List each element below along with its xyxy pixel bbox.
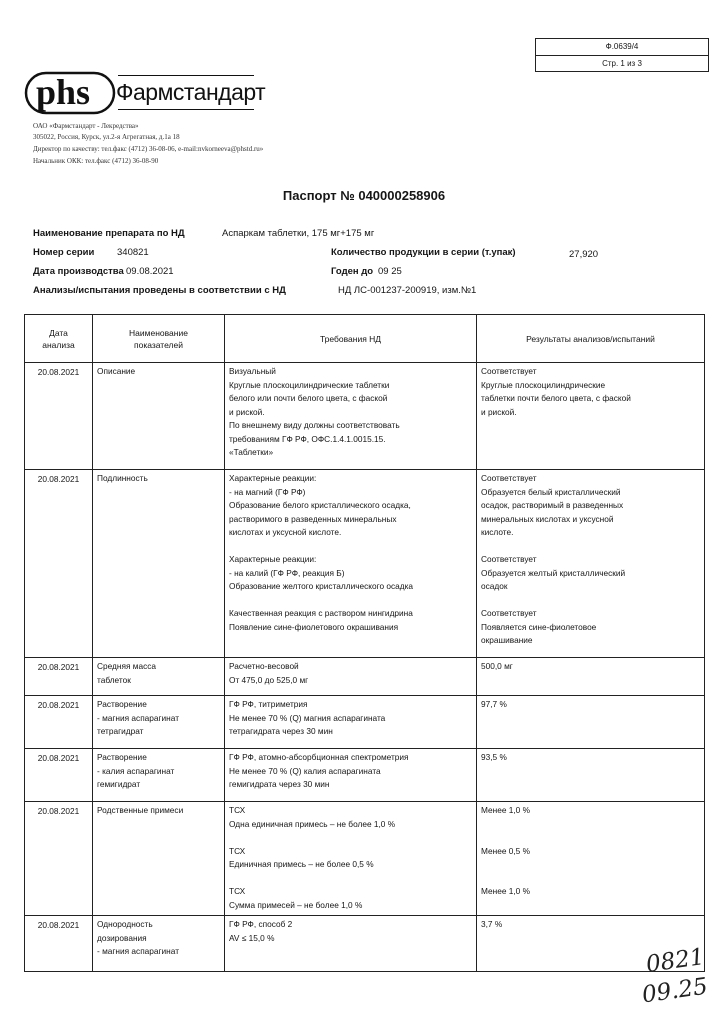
indicator-name: Подлинность [93,470,225,658]
svg-text:phs: phs [36,72,91,112]
series-label: Номер серии [33,247,95,258]
results-cell: 97,7 % [477,696,705,749]
drug-name-value: Аспаркам таблетки, 175 мг+175 мг [222,228,375,239]
analysis-date: 20.08.2021 [25,470,93,658]
results-cell: 93,5 % [477,749,705,802]
production-date-value: 09.08.2021 [126,266,174,277]
company-address: 305022, Россия, Курск, ул.2-я Агрегатная, д.1а 18 [33,133,180,141]
indicator-name: Однородность дозирования - магния аспарагинат [93,916,225,972]
valid-until-value: 09 25 [378,266,402,277]
requirements-cell: ТСХ Одна единичная примесь – не более 1,0 % ТСХ Единичная примесь – не более 0,5 % ТСХ Сумма примесей – не более 1,0 % [225,802,477,916]
nd-value: НД ЛС-001237-200919, изм.№1 [338,285,477,296]
requirements-cell: Характерные реакции: - на магний (ГФ РФ) Образование белого кристаллического осадка, растворимого в разведенных минеральных кислотах и уксусной кислоте. Характерные реакции: - на калий (ГФ РФ, реакция Б) Образование желтого кристаллического осадка Качественная реакция с раствором нингидрина Появление сине-фиолетового окрашивания [225,470,477,658]
handwritten-series: 0821 [644,944,707,978]
analysis-date: 20.08.2021 [25,749,93,802]
results-cell: 3,7 % [477,916,705,972]
analysis-date: 20.08.2021 [25,363,93,470]
table-row [25,696,705,749]
header-indicator: Наименование показателей [93,315,225,363]
analysis-table [24,314,705,972]
requirements-cell: Визуальный Круглые плоскоцилиндрические таблетки белого или почти белого цвета, с фаской и риской. По внешнему виду должны соответствовать требованиям ГФ РФ, ОФС.1.4.1.0015.15. «Таблетки» [225,363,477,470]
results-cell: 500,0 мг [477,658,705,696]
table-row [25,802,705,916]
quantity-value: 27,920 [569,249,599,260]
indicator-name: Растворение - калия аспарагинат гемигидрат [93,749,225,802]
quality-director-contact: Директор по качеству: тел.факс (4712) 36-08-06, e-mail:nvkorneeva@phstd.ru» [33,145,264,153]
production-date-label: Дата производства [33,266,124,277]
form-code-box [535,38,709,72]
indicator-name: Средняя масса таблеток [93,658,225,696]
analysis-date: 20.08.2021 [25,696,93,749]
handwritten-expiry: 09.25 [640,973,710,1009]
logo-name: Фармстандарт [116,79,266,105]
nd-label: Анализы/испытания проведены в соответствии с НД [33,285,286,296]
analysis-date: 20.08.2021 [25,916,93,972]
indicator-name: Описание [93,363,225,470]
indicator-name: Родственные примеси [93,802,225,916]
header-date: Дата анализа [25,315,93,363]
header-results: Результаты анализов/испытаний [477,315,705,363]
requirements-cell: ГФ РФ, титриметрия Не менее 70 % (Q) магния аспарагината тетрагидрата через 30 мин [225,696,477,749]
okk-head-contact: Начальник ОКК: тел.факс (4712) 36-08-90 [33,157,159,165]
table-row [25,916,705,972]
table-row [25,470,705,658]
quantity-label: Количество продукции в серии (т.упак) [331,247,516,258]
phs-logo-icon [24,71,119,115]
drug-name-label: Наименование препарата по НД [33,228,185,239]
company-logo [24,71,266,115]
table-row [25,658,705,696]
indicator-name: Растворение - магния аспарагинат тетрагидрат [93,696,225,749]
company-line: ОАО «Фармстандарт - Лекредства» [33,122,139,130]
table-header-row [25,315,705,363]
analysis-date: 20.08.2021 [25,658,93,696]
results-cell: Менее 1,0 % Менее 0,5 % Менее 1,0 % [477,802,705,916]
valid-until-label: Годен до [331,266,374,277]
form-code: Ф.0639/4 [605,42,639,51]
results-cell: Соответствует Образуется белый кристаллический осадок, растворимый в разведенных минеральных кислотах и уксусной кислоте. Соответствует Образуется желтый кристаллический осадок Соответствует Появляется сине-фиолетовое окрашивание [477,470,705,658]
series-value: 340821 [117,247,149,258]
requirements-cell: ГФ РФ, способ 2 AV ≤ 15,0 % [225,916,477,972]
requirements-cell: Расчетно-весовой От 475,0 до 525,0 мг [225,658,477,696]
requirements-cell: ГФ РФ, атомно-абсорбционная спектрометрия Не менее 70 % (Q) калия аспарагината гемигидрата через 30 мин [225,749,477,802]
header-requirements: Требования НД [225,315,477,363]
results-cell: Соответствует Круглые плоскоцилиндрические таблетки почти белого цвета, с фаской и риской. [477,363,705,470]
analysis-date: 20.08.2021 [25,802,93,916]
page-title: Паспорт № 040000258906 [282,188,446,203]
page-number: Стр. 1 из 3 [536,55,708,72]
table-row [25,363,705,470]
table-row [25,749,705,802]
